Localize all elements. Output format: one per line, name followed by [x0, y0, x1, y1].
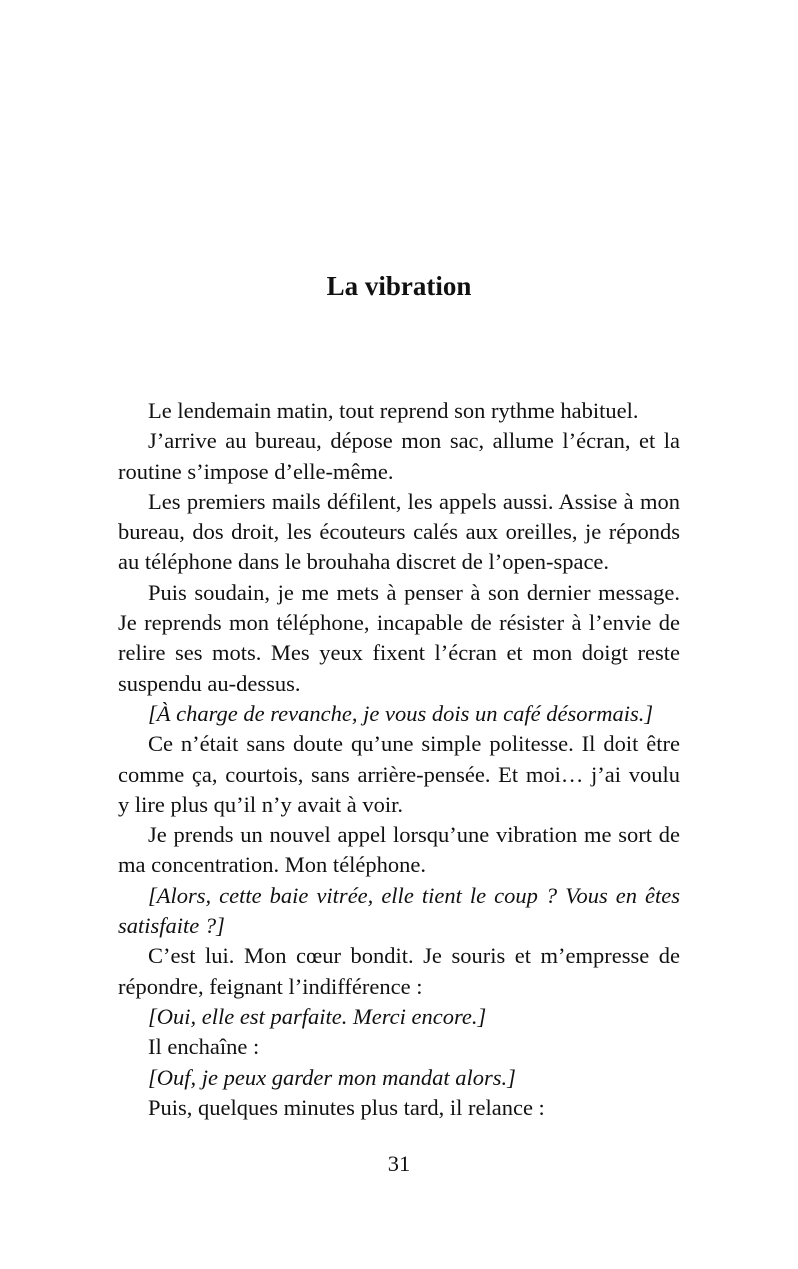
paragraph: C’est lui. Mon cœur bondit. Je souris et m’empresse de répondre, feignant l’indifférence : [118, 943, 680, 999]
text-message: [À charge de revanche, je vous dois un café désormais.] [148, 700, 654, 726]
text-message: [Oui, elle est parfaite. Merci encore.] [148, 1003, 487, 1029]
text-message: [Alors, cette baie vitrée, elle tient le coup ? Vous en êtes satisfaite ?] [118, 882, 680, 939]
chapter-body [118, 396, 680, 1123]
paragraph: Ce n’était sans doute qu’une simple politesse. Il doit être comme ça, courtois, sans arrière-pensée. Et moi… j’ai voulu y lire plus qu’il n’y avait à voir. [118, 731, 680, 817]
paragraph: Les premiers mails défilent, les appels aussi. Assise à mon bureau, dos droit, les écouteurs calés aux oreilles, je réponds au téléphone dans le brouhaha discret de l’open-space. [118, 488, 680, 575]
paragraph: Le lendemain matin, tout reprend son rythme habituel. [148, 398, 639, 423]
chapter-title: La vibration [326, 271, 472, 301]
paragraph: Je prends un nouvel appel lorsqu’une vibration me sort de ma concentration. Mon téléphone. [118, 822, 680, 878]
text-message: [Ouf, je peux garder mon mandat alors.] [148, 1064, 516, 1090]
paragraph: Puis soudain, je me mets à penser à son dernier message. Je reprends mon téléphone, incapable de résister à l’envie de relire ses mots. Mes yeux fixent l’écran et mon doigt reste suspendu au-dessus. [118, 579, 680, 696]
page-number: 31 [387, 1151, 411, 1176]
paragraph: J’arrive au bureau, dépose mon sac, allume l’écran, et la routine s’impose d’elle-même. [118, 428, 680, 484]
paragraph: Il enchaîne : [148, 1034, 260, 1060]
paragraph: Puis, quelques minutes plus tard, il relance : [148, 1094, 545, 1120]
